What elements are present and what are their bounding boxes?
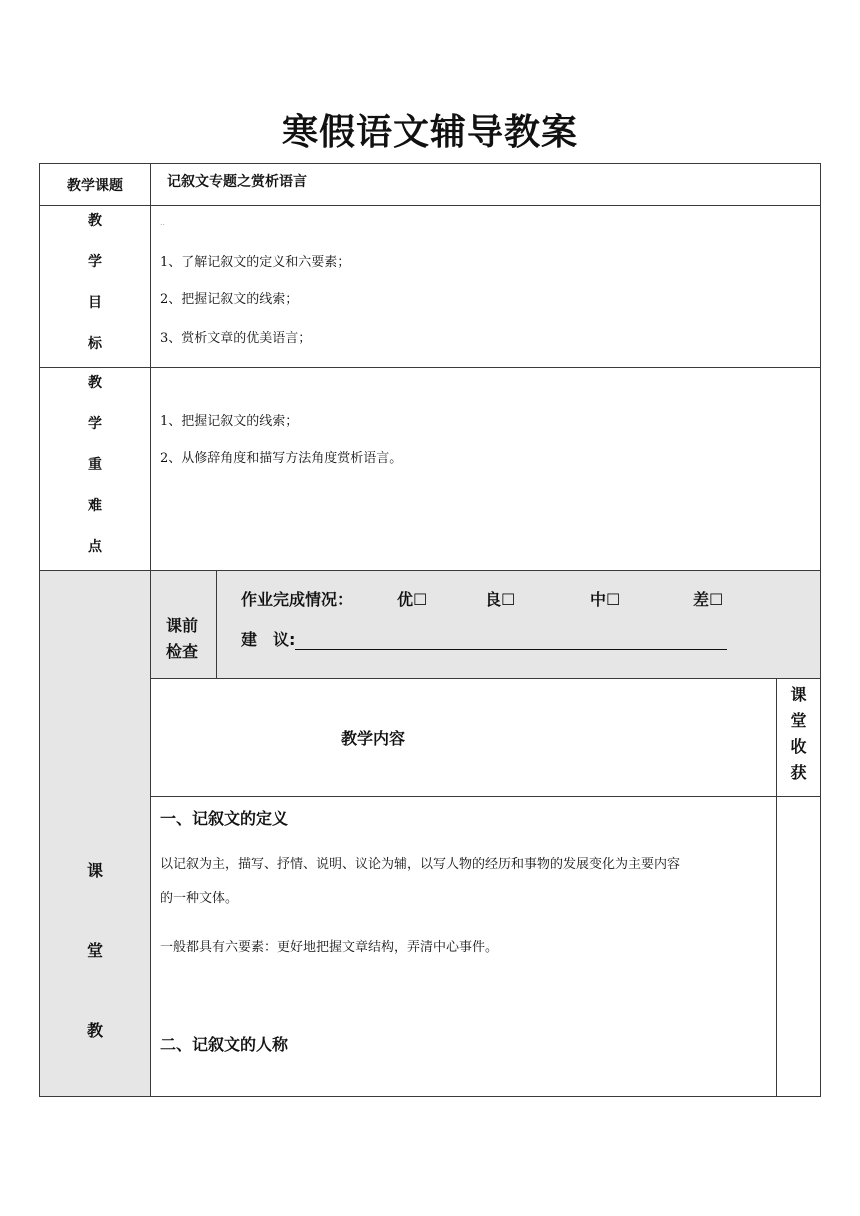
label-char: 课	[790, 685, 807, 704]
objectives-mark: ..	[160, 218, 166, 227]
section-paragraph: 的一种文体。	[160, 891, 239, 906]
suggestion-field[interactable]	[295, 635, 727, 650]
label-char: 学	[88, 254, 102, 270]
objectives-label	[40, 210, 150, 374]
section-paragraph: 一般都具有六要素：更好地把握文章结构，弄清中心事件。	[160, 940, 499, 955]
grade-poor-checkbox[interactable]: 差☐	[693, 590, 724, 609]
objectives-label-cell	[39, 205, 151, 368]
grade-excellent-checkbox[interactable]: 优☐	[397, 590, 428, 609]
label-char: 堂	[790, 711, 807, 730]
label-char: 重	[88, 457, 102, 473]
keypoints-label-cell	[39, 367, 151, 571]
content-header: 教学内容	[341, 729, 406, 748]
label-char: 堂	[87, 941, 104, 960]
label-char: 收	[790, 737, 807, 756]
precheck-content-cell	[216, 570, 821, 679]
topic-value-cell	[150, 163, 821, 206]
gain-header	[777, 682, 820, 786]
label-char: 标	[88, 336, 102, 352]
objective-item: 3、赏析文章的优美语言；	[160, 331, 312, 346]
topic-value: 记叙文专题之赏析语言	[167, 174, 307, 190]
grade-good-checkbox[interactable]: 良☐	[485, 590, 516, 609]
gain-body-cell	[776, 796, 821, 1097]
topic-label-cell	[39, 163, 151, 206]
label-char: 教	[88, 375, 102, 391]
precheck-label-cell	[150, 570, 217, 679]
gain-header-cell	[776, 678, 821, 797]
suggestion-label: 建 议:	[241, 630, 296, 649]
keypoints-content-cell	[150, 367, 821, 571]
objective-item: 1、了解记叙文的定义和六要素；	[160, 255, 351, 270]
page-title: 寒假语文辅导教案	[281, 112, 578, 153]
keypoint-item: 1、把握记叙文的线索；	[160, 414, 299, 429]
content-body-cell	[150, 796, 777, 1097]
section-paragraph: 以记叙为主，描写、抒情、说明、议论为辅，以写人物的经历和事物的发展变化为主要内容	[160, 857, 681, 872]
label-char: 获	[790, 763, 807, 782]
label-char: 课	[87, 861, 104, 880]
topic-label: 教学课题	[67, 177, 123, 194]
keypoint-item: 2、从修辞角度和描写方法角度赏析语言。	[160, 451, 403, 466]
content-header-cell	[150, 678, 777, 797]
objectives-content-cell	[150, 205, 821, 368]
label-char: 学	[88, 416, 102, 432]
classroom-label-cell	[39, 570, 151, 1097]
precheck-label: 检查	[166, 642, 199, 661]
grade-fair-checkbox[interactable]: 中☐	[590, 590, 621, 609]
keypoints-label	[40, 372, 150, 577]
precheck-label: 课前	[166, 616, 199, 635]
section-heading: 一、记叙文的定义	[160, 809, 289, 828]
label-char: 点	[88, 539, 102, 555]
homework-label: 作业完成情况：	[241, 590, 354, 609]
suggestion-row	[241, 627, 727, 650]
objective-item: 2、把握记叙文的线索；	[160, 292, 299, 307]
label-char: 目	[88, 295, 102, 311]
label-char: 难	[88, 498, 102, 514]
section-heading: 二、记叙文的人称	[160, 1035, 289, 1054]
label-char: 教	[87, 1021, 104, 1040]
label-char: 教	[88, 213, 102, 229]
